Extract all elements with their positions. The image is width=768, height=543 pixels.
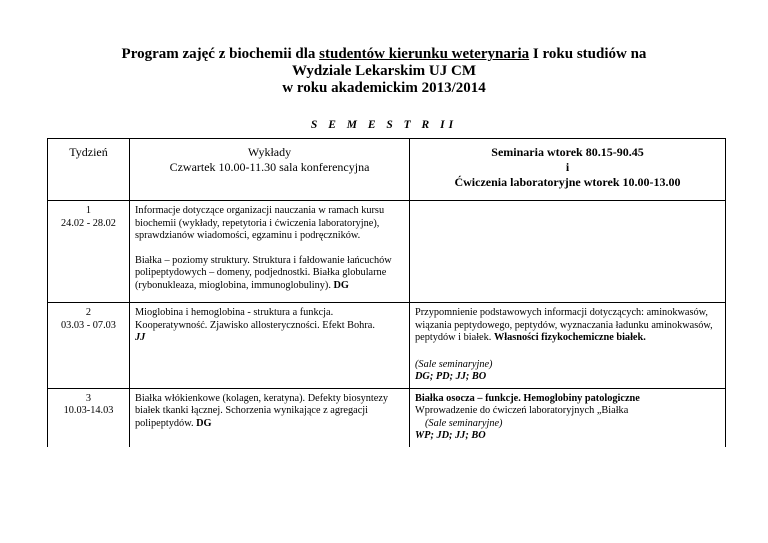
title-line-2: Wydziale Lekarskim UJ CM (291, 63, 476, 79)
seminar-room: (Sale seminaryjne) (415, 358, 493, 370)
header-labs-label: Ćwiczenia laboratoryjne wtorek 10.00-13.00 (454, 175, 681, 189)
week-dates: 24.02 - 28.02 (61, 217, 116, 229)
title-line-1-start: Program zajęć z biochemii dla (121, 46, 320, 62)
lecture-text: Mioglobina i hemoglobina - struktura a funkcja. Kooperatywność. Zjawisko allosteryczności. Efekt Bohra. (135, 307, 375, 331)
week-dates: 10.03-14.03 (63, 405, 114, 416)
title-line-3: w roku akademickim 2013/2014 (282, 80, 486, 96)
schedule-table (47, 138, 726, 447)
week-dates: 03.03 - 07.03 (61, 319, 116, 331)
table-row (48, 388, 726, 447)
lecture-cell (130, 388, 410, 447)
seminar-cell (410, 388, 726, 447)
header-lectures (130, 139, 410, 201)
week-number: 2 (85, 307, 92, 318)
title-line-1-underlined: studentów kierunku weterynaria (319, 46, 530, 62)
header-lectures-label: Wykłady (247, 145, 292, 159)
lecture-text-2 (135, 255, 404, 293)
lecture-cell (130, 303, 410, 389)
seminar-room: (Sale seminaryjne) (425, 417, 503, 429)
seminar-cell (410, 201, 726, 303)
table-row (48, 303, 726, 389)
header-seminars (410, 139, 726, 201)
lecture-text-2-body: Białka – poziomy struktury. Struktura i fałdowanie łańcuchów polipeptydowych – domeny, podjednostki. Białka globularne (rybonukleaza, mioglobina, immunoglobuliny). (135, 254, 392, 291)
lecture-text: Informacje dotyczące organizacji nauczania w ramach kursu biochemii (wykłady, repetytoria i ćwiczenia laboratoryjne), sprawdzianów wiadomości, egzaminu i podręczników. (135, 205, 385, 241)
header-seminars-label: Seminaria wtorek 80.15-90.45 (491, 145, 644, 159)
lecturer-initials: DG (196, 417, 212, 429)
lecture-text-body: Białka włókienkowe (kolagen, keratyna). Defekty biosyntezy białek tkanki łącznej. Schorzenia wynikające z agregacji polipeptydów. (135, 392, 389, 429)
header-row (48, 139, 726, 201)
seminar-topic-bold: Własności fizykochemiczne białek. (493, 332, 646, 343)
week-cell (48, 388, 130, 447)
semester-heading: S E M E S T R II (310, 119, 458, 131)
seminar-staff: DG; PD; JJ; BO (415, 371, 487, 382)
lecture-text (135, 393, 404, 431)
header-week (48, 139, 130, 201)
seminar-text (415, 307, 720, 345)
header-lectures-time: Czwartek 10.00-11.30 sala konferencyjna (169, 160, 370, 174)
lecture-cell (130, 201, 410, 303)
header-seminars-and: i (565, 160, 570, 174)
week-number: 1 (85, 205, 92, 216)
seminar-text-body: Przypomnienie podstawowych informacji dotyczących: aminokwasów, wiązania peptydowego, peptydów, wyznaczania ładunku aminokwasów, peptydów i białek. (415, 307, 713, 343)
seminar-text: Wprowadzenie do ćwiczeń laboratoryjnych „Białka (415, 405, 629, 416)
week-cell (48, 201, 130, 303)
lecturer-initials: DG (333, 279, 349, 291)
seminar-staff: WP; JD; JJ; BO (415, 430, 486, 441)
lecturer-initials: JJ (135, 332, 146, 343)
week-cell (48, 303, 130, 389)
seminar-cell (410, 303, 726, 389)
header-week-label: Tydzień (69, 145, 108, 159)
title-line-1-end: I roku studiów na (529, 46, 647, 62)
week-number: 3 (85, 392, 92, 404)
table-row (48, 201, 726, 303)
seminar-topic-bold: Białka osocza – funkcje. Hemoglobiny patologiczne (415, 392, 640, 404)
title-line-1 (0, 46, 768, 63)
document-title (0, 46, 768, 97)
